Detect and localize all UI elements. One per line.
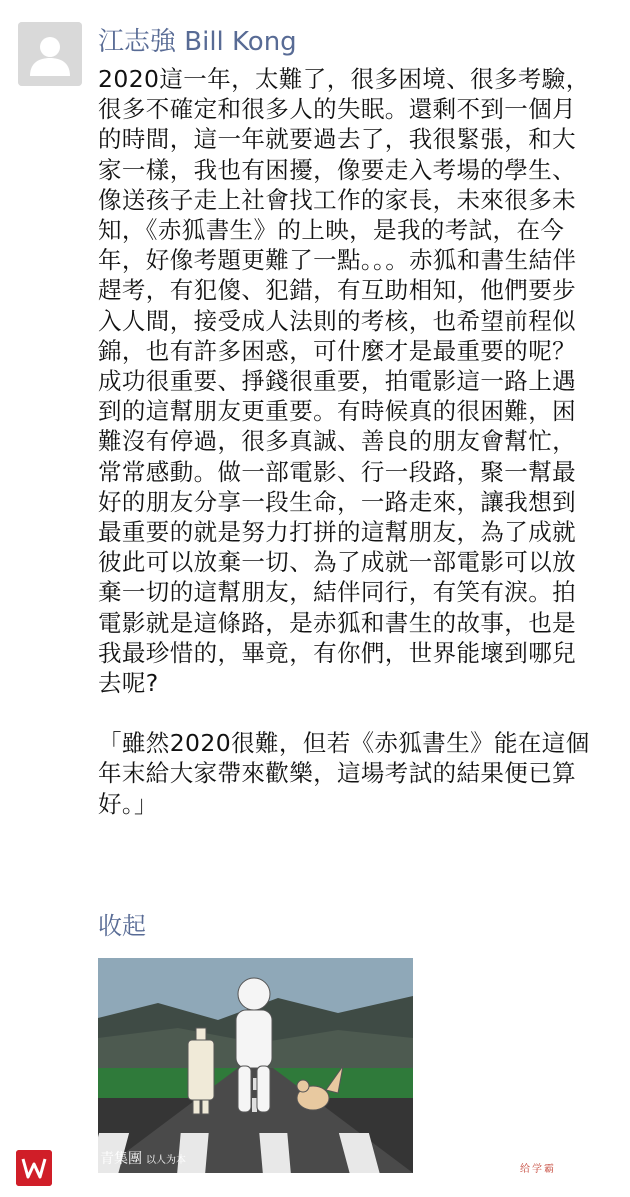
w-logo-icon <box>16 1150 52 1186</box>
watermark-left <box>100 1148 186 1168</box>
watermark-left-text: 青集團 <box>100 1151 142 1167</box>
default-avatar-icon <box>18 22 82 86</box>
collapse-link[interactable]: 收起 <box>98 912 146 940</box>
post-text: 2020這一年，太難了，很多困境、很多考驗，很多不確定和很多人的失眠。還剩不到一個月的時間，這一年就要過去了，我很緊張，和大家一樣，我也有困擾，像要走入考場的學生、像送孩子走上社會找工作的家長，未來很多未知，《赤狐書生》的上映，是我的考試，在今年，好像考題更難了一點。。。赤狐和書生結伴趕考，有犯傻、犯錯，有互助相知，他們要步入人間，接受成人法則的考核，也希望前程似錦，也有許多困惑，可什麼才是最重要的呢？成功很重要、掙錢很重要，拍電影這一路上遇到的這幫朋友更重要。有時候真的很困難，困難沒有停過，很多真誠、善良的朋友會幫忙，常常感動。做一部電影、行一段路，聚一幫最好的朋友分享一段生命，一路走來，讓我想到最重要的就是努力打拼的這幫朋友，為了成就彼此可以放棄一切、為了成就一部電影可以放棄一切的這幫朋友，結伴同行，有笑有淚。拍電影就是這條路，是赤狐和書生的故事，也是我最珍惜的，畢竟，有你們，世界能壞到哪兒去呢? <box>98 65 590 698</box>
watermark-right: 给学霸 <box>520 1164 556 1175</box>
username[interactable]: 江志強 Bill Kong <box>98 27 297 57</box>
avatar[interactable] <box>18 22 82 86</box>
post-quote: 「雖然2020很難，但若《赤狐書生》能在這個年末給大家帶來歡樂，這場考試的結果便已算好。」 <box>98 729 590 818</box>
post-image[interactable] <box>98 958 413 1173</box>
illustration-image <box>98 958 413 1173</box>
post-body <box>98 64 598 819</box>
watermark-left-small: 以人为本 <box>146 1155 186 1166</box>
